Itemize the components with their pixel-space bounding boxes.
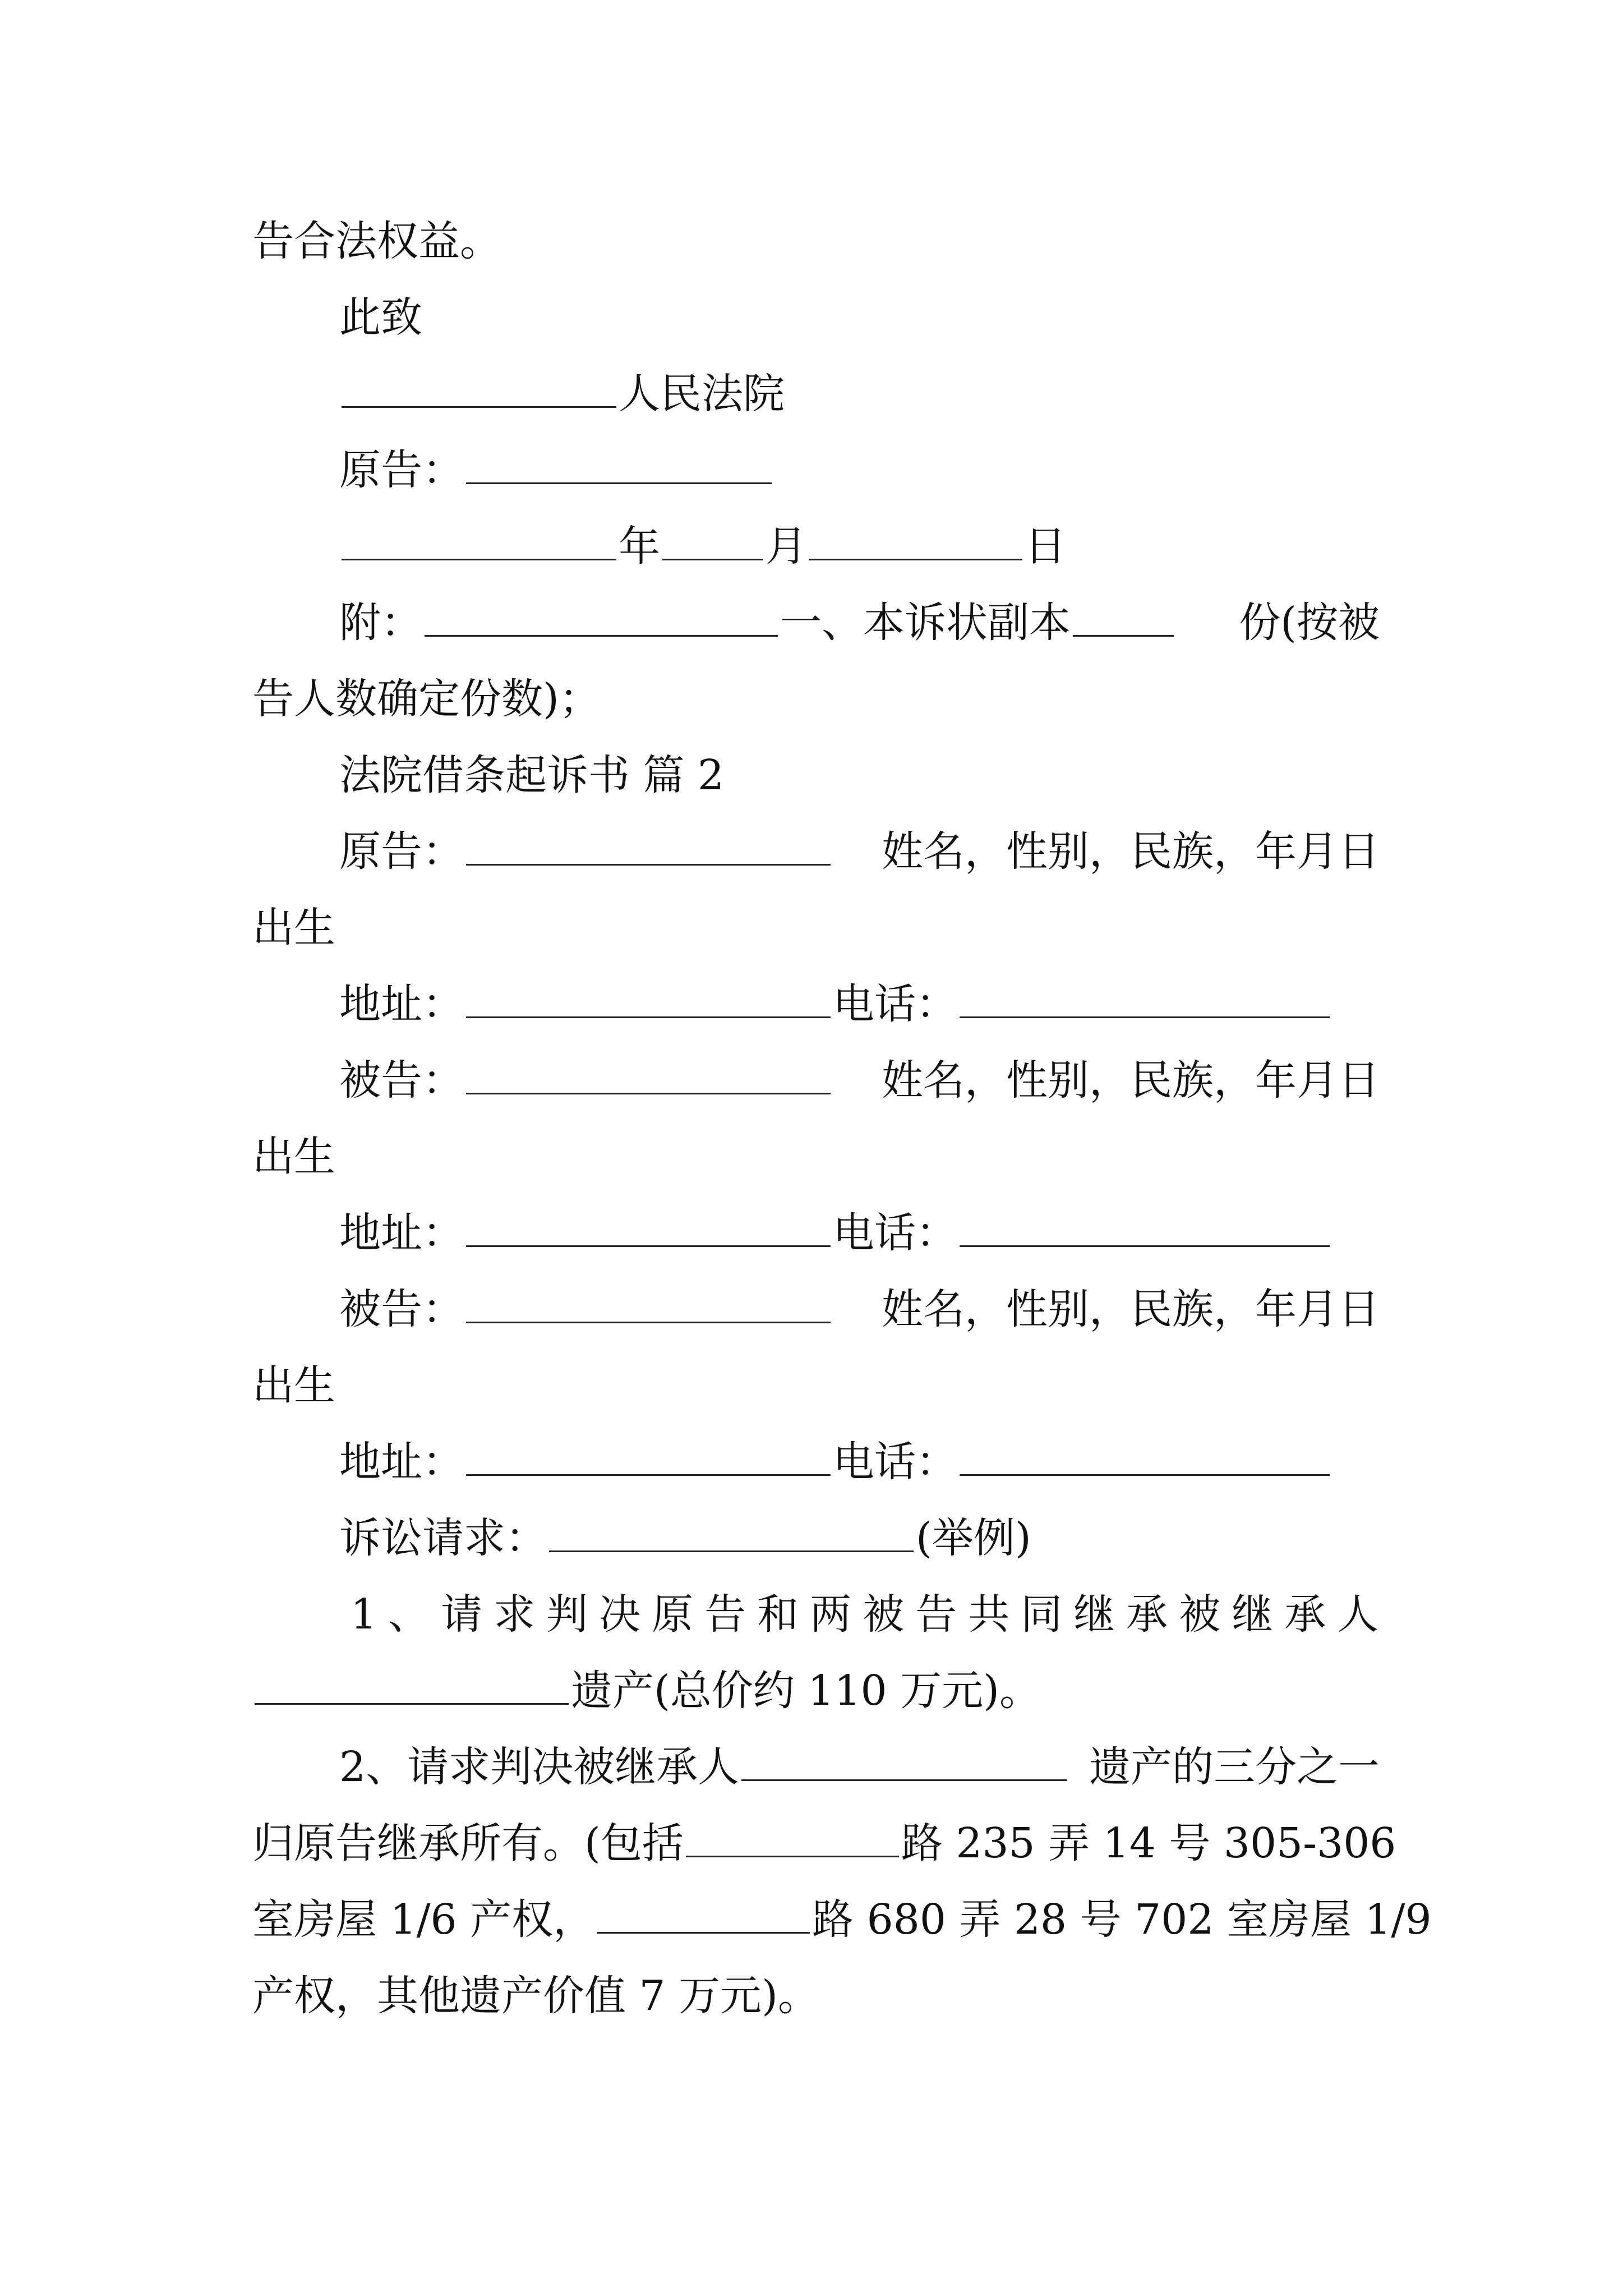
address-blank [466, 1441, 831, 1476]
address-label: 地址： [339, 1438, 464, 1486]
party-line [339, 823, 1380, 880]
claim-item-2-cont [252, 1892, 1432, 1948]
claim-text: 室房屋 1/6 产权， [252, 1895, 595, 1944]
claim-item-1-cont [252, 1663, 1380, 1719]
copies-blank [1073, 601, 1174, 637]
phone-blank [960, 983, 1330, 1018]
claim-text: 2、请求判决被继承人 [339, 1743, 740, 1791]
month-label: 月 [766, 522, 807, 570]
address-line [339, 1434, 1380, 1490]
phone-blank [960, 1441, 1330, 1476]
claims-label: 诉讼请求： [339, 1514, 547, 1562]
plaintiff-sign-line [339, 442, 1380, 498]
date-line [339, 518, 1380, 574]
plaintiff-label: 原告： [339, 446, 464, 494]
party-details: 姓名，性别，民族，年月日 [882, 827, 1380, 876]
section-title: 法院借条起诉书 篇 2 [339, 751, 725, 799]
address-line [339, 976, 1380, 1032]
salutation [339, 289, 1380, 346]
party-line [339, 1052, 1380, 1108]
address-label: 地址： [339, 1209, 464, 1257]
plaintiff-label: 原告： [339, 827, 464, 876]
phone-label: 电话： [833, 1438, 957, 1486]
address-blank [466, 983, 831, 1018]
address-blank [466, 1212, 831, 1247]
claim-item-2-cont [252, 1968, 1380, 2024]
claim-text: 路 235 弄 14 号 305-306 [901, 1819, 1396, 1867]
road-blank [597, 1898, 810, 1934]
claim-text: 1、请求判决原告和两被告共同继承被继承人 [351, 1590, 1390, 1639]
defendant-label: 被告： [339, 1056, 464, 1105]
section-heading [339, 747, 1380, 803]
paragraph-text: 出生 [252, 1361, 335, 1410]
text-line [252, 900, 1380, 956]
defendant-blank [466, 1288, 831, 1323]
court-line [339, 366, 1380, 422]
attachment-blank [425, 601, 778, 637]
day-blank [809, 525, 1022, 560]
salutation-text: 此致 [339, 293, 422, 342]
claim-item-1 [351, 1586, 1390, 1642]
paragraph-text: 告人数确定份数)； [252, 675, 601, 723]
attachment-line [339, 595, 1380, 651]
road-blank [686, 1822, 899, 1857]
decedent-blank [741, 1746, 1067, 1781]
attachment-label: 附： [339, 599, 422, 647]
year-blank [342, 525, 616, 560]
claim-text: 路 680 弄 28 号 702 室房屋 1/9 [812, 1895, 1432, 1944]
claims-note: (举例) [916, 1514, 1031, 1562]
address-line [339, 1205, 1380, 1261]
day-label: 日 [1025, 522, 1066, 570]
attachment-text-end: 份(按被 [1239, 599, 1380, 647]
phone-label: 电话： [833, 980, 957, 1028]
claim-text: 归原告继承所有。(包括 [252, 1819, 684, 1867]
text-line [252, 671, 1380, 727]
plaintiff-blank [466, 830, 831, 866]
party-details: 姓名，性别，民族，年月日 [882, 1056, 1380, 1105]
claim-text: 遗产(总价约 110 万元)。 [571, 1667, 1041, 1715]
month-blank [662, 525, 763, 560]
court-blank [342, 372, 616, 408]
court-label: 人民法院 [619, 370, 785, 418]
claims-blank [549, 1517, 914, 1552]
phone-label: 电话： [833, 1209, 957, 1257]
paragraph-text: 告合法权益。 [252, 217, 501, 265]
claims-line [339, 1510, 1380, 1566]
defendant-blank [466, 1059, 831, 1094]
defendant-label: 被告： [339, 1285, 464, 1333]
text-line [252, 1129, 1380, 1185]
claim-text: 遗产的三分之一 [1089, 1743, 1380, 1791]
claim-item-2-cont [252, 1815, 1396, 1871]
claim-item-2 [339, 1739, 1380, 1795]
year-label: 年 [619, 522, 660, 570]
decedent-blank [255, 1669, 569, 1705]
text-line [252, 213, 1380, 269]
text-line [252, 1358, 1380, 1414]
party-details: 姓名，性别，民族，年月日 [882, 1285, 1380, 1333]
phone-blank [960, 1212, 1330, 1247]
attachment-text: 一、本诉状副本 [780, 599, 1071, 647]
paragraph-text: 出生 [252, 904, 335, 952]
address-label: 地址： [339, 980, 464, 1028]
paragraph-text: 出生 [252, 1133, 335, 1181]
claim-text: 产权，其他遗产价值 7 万元)。 [252, 1972, 819, 2020]
party-line [339, 1281, 1380, 1337]
plaintiff-blank [466, 449, 772, 484]
